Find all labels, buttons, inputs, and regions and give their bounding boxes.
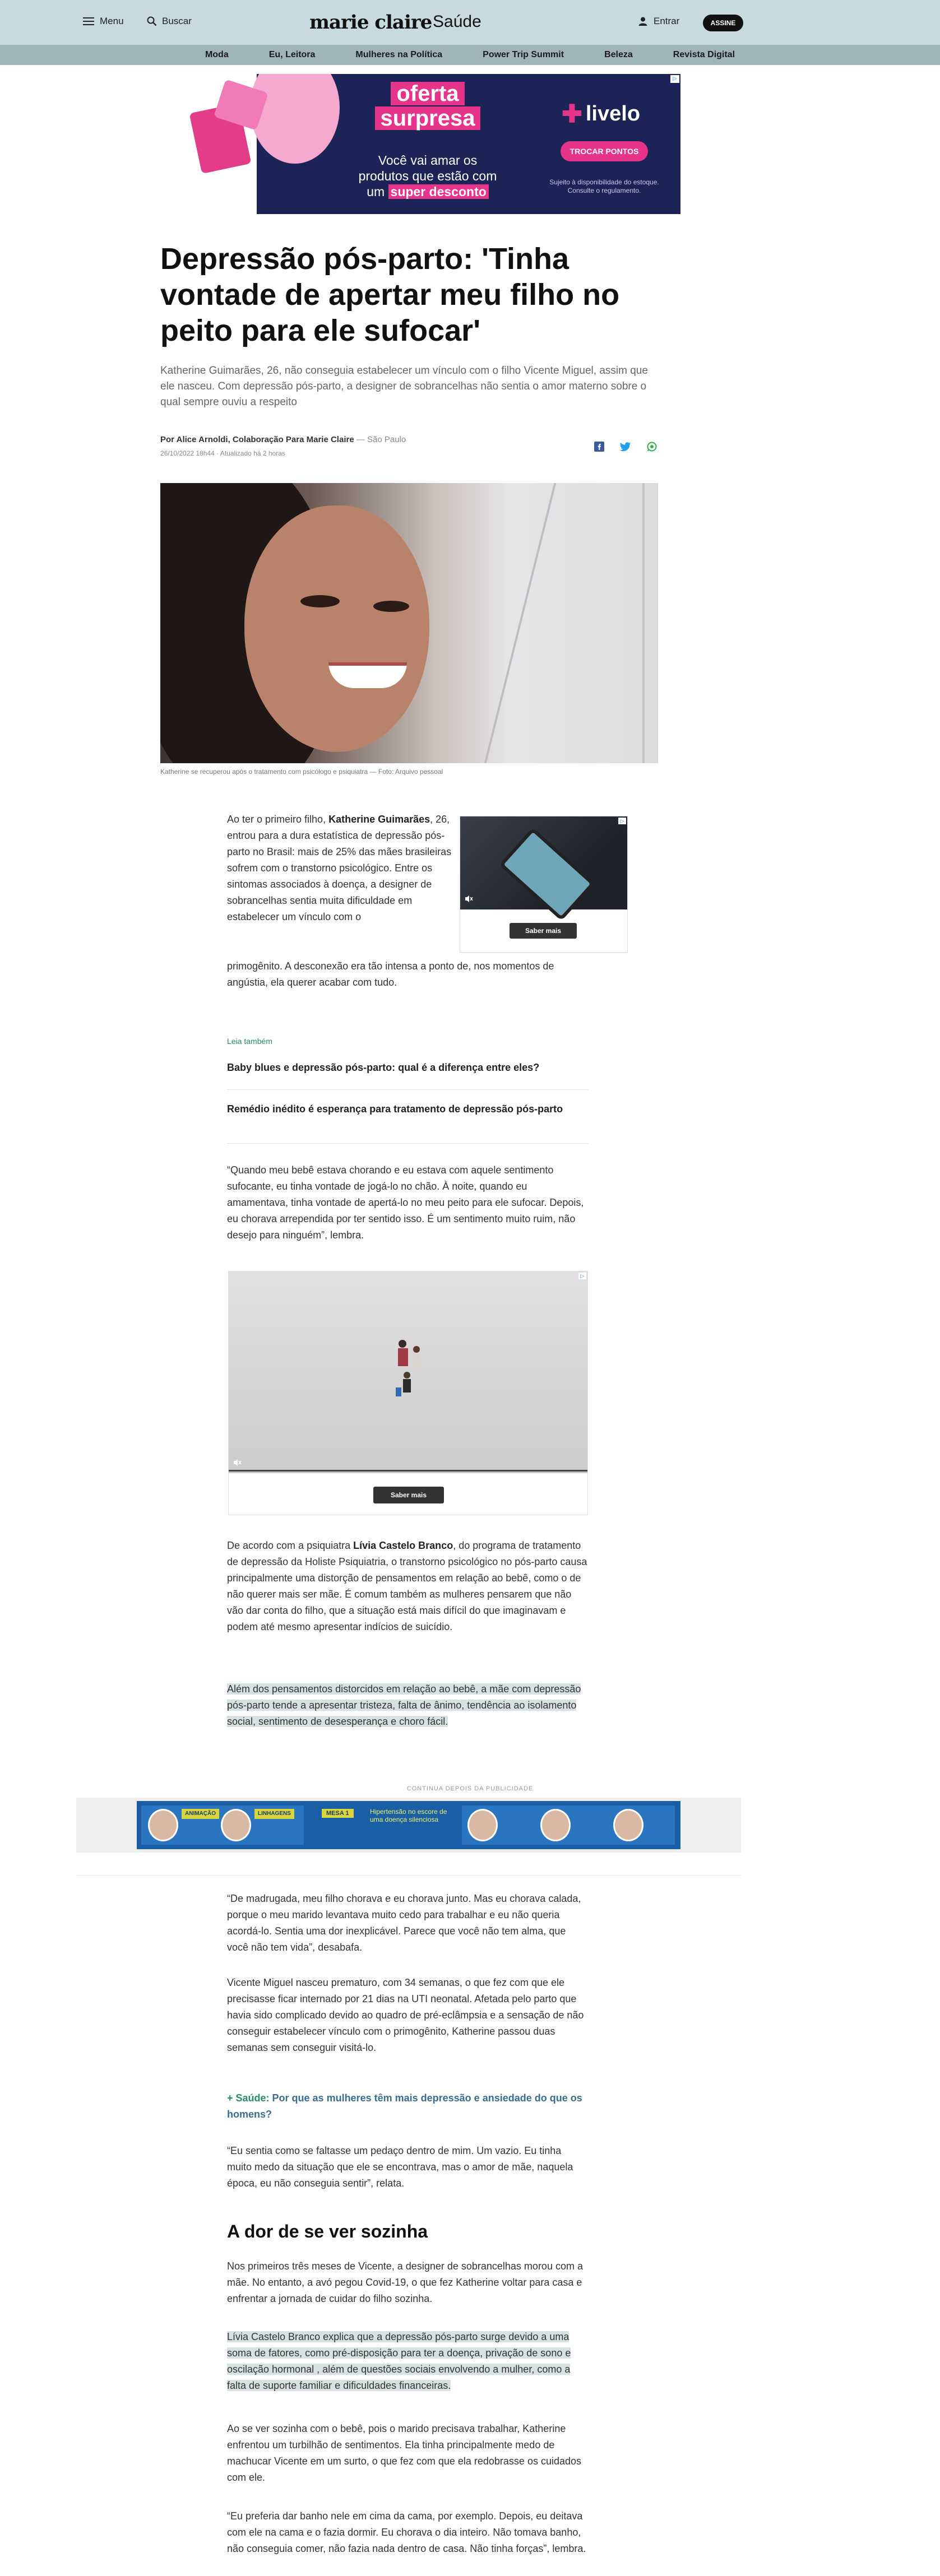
- highlighted-paragraph: [227, 1681, 589, 1730]
- avatar: [148, 1809, 178, 1841]
- menu-button[interactable]: [83, 16, 124, 27]
- read-also-label: Leia também: [227, 1037, 272, 1046]
- text: , do programa de tratamento de depressão da Holiste Psiquiatria, o transtorno psicológico no pós-parto causa principalmente uma distorção de pensamentos em relação ao bebê, como o de não querer mais ser mãe. É comum também as mulheres pensarem que não vão dar conta do filho, que a situação está mais difícil do que imaginavam e podem até mesmo apresentar indícios de suicídio.: [227, 1540, 587, 1632]
- highlighted-paragraph: [227, 2329, 589, 2394]
- ad-learn-more-button[interactable]: Saber mais: [510, 923, 577, 939]
- paragraph: Ao se ver sozinha com o bebê, pois o marido precisava trabalhar, Katherine enfrentou um turbilhão de sentimentos. Ela tinha principalmente medo de machucar Vicente em um surto, o que fez com que ela redobrasse os cuidados com ele.: [227, 2423, 582, 2483]
- paragraph: “Quando meu bebê estava chorando e eu estava com aquele sentimento sufocante, eu tinha vontade de jogá-lo no chão. À noite, quando eu amamentava, tinha vontade de apertá-lo no meu peito para ele sufocar. Depois, eu chorava arrependida por ter sentido isso. É um sentimento muito ruim, não desejo para ninguém”, lembra.: [227, 1164, 584, 1241]
- nav-item-revista-digital[interactable]: Revista Digital: [673, 50, 735, 59]
- related-article-link[interactable]: Por que as mulheres têm mais depressão e ansiedade do que os homens?: [227, 2092, 582, 2120]
- ad-session-label: MESA 1: [322, 1809, 354, 1818]
- subscribe-button[interactable]: ASSINE: [703, 15, 743, 31]
- paragraph: [227, 811, 462, 925]
- nav-item-beleza[interactable]: Beleza: [604, 50, 633, 59]
- band-ad[interactable]: [76, 1798, 741, 1853]
- paragraph: [227, 1538, 589, 1635]
- nav-item-mulheres-politica[interactable]: Mulheres na Política: [355, 50, 443, 59]
- inline-video-ad[interactable]: [228, 1271, 588, 1515]
- share-bar: [594, 442, 657, 452]
- main-nav: [0, 45, 940, 65]
- site-header: [0, 0, 940, 45]
- top-banner-ad[interactable]: [184, 74, 680, 214]
- image-caption: Katherine se recuperou após o tratamento com psicólogo e psiquiatra — Foto: Arquivo pessoal: [160, 768, 443, 776]
- ad-headline: [369, 82, 487, 131]
- ad-copy-line: produtos que estão com: [358, 169, 497, 183]
- mute-icon[interactable]: [465, 895, 474, 903]
- article-subtitle: Katherine Guimarães, 26, não conseguia estabelecer um vínculo com o filho Vicente Miguel, assim que ele nasceu. Com depressão pós-parto, a designer de sobrancelhas não sentia o amor materno sobre o qual sempre ouviu a respeito: [160, 365, 648, 408]
- band-ad-creative[interactable]: [137, 1801, 680, 1849]
- paragraph: Nos primeiros três meses de Vicente, a designer de sobrancelhas morou com a mãe. No entanto, a avó pegou Covid-19, o que fez Katherine voltar para casa e enfrentar a jornada de cuidar do filho sozinha.: [227, 2261, 583, 2304]
- ad-brand: [562, 100, 640, 128]
- article-byline: [160, 435, 406, 444]
- ad-video[interactable]: [460, 816, 627, 909]
- wall-tile-line: [484, 483, 557, 763]
- related-article-link[interactable]: Remédio inédito é esperança para tratamento de depressão pós-parto: [227, 1103, 563, 1115]
- search-label: Buscar: [162, 16, 192, 26]
- ad-copy-line: Você vai amar os: [378, 153, 478, 168]
- divider: [227, 1143, 589, 1144]
- location: — São Paulo: [354, 435, 406, 444]
- login-label: Entrar: [654, 16, 680, 26]
- login-button[interactable]: [638, 16, 679, 27]
- plus-icon: ✚: [562, 100, 582, 128]
- person-name: Katherine Guimarães: [328, 814, 430, 825]
- avatar: [540, 1809, 571, 1841]
- related-health-link: [227, 2090, 589, 2123]
- twitter-icon[interactable]: [620, 442, 631, 452]
- paragraph: Vicente Miguel nasceu prematuro, com 34 semanas, o que fez com que ele precisasse ficar internado por 21 dias na UTI neonatal. Afetada pelo parto que havia sido complicado devido ao quadro de pré-eclâmpsia e a sensação de não conseguir estabelecer vínculo com o primogênito, Katherine passou duas semanas sem conseguir visitá-lo.: [227, 1977, 584, 2053]
- text: De acordo com a psiquiatra: [227, 1540, 354, 1551]
- article-title: Depressão pós-parto: 'Tinha vontade de apertar meu filho no peito para ele sufocar': [160, 242, 620, 347]
- avatar: [467, 1809, 498, 1841]
- hamburger-icon: [83, 17, 94, 25]
- menu-label: Menu: [100, 16, 124, 26]
- paragraph: “Eu preferia dar banho nele em cima da cama, por exemplo. Depois, eu deitava com ele na cama e o fazia dormir. Eu chorava o dia inteiro. Não tomava banho, não conseguia comer, não fazia nada dentro de casa. Não tinha forças”, lembra.: [227, 2510, 586, 2554]
- paragraph: primogênito. A desconexão era tão intensa a ponto de, nos momentos de angústia, ela querer acabar com tudo.: [227, 960, 554, 988]
- nav-item-moda[interactable]: Moda: [205, 50, 229, 59]
- continues-after-ad-label: CONTINUA DEPOIS DA PUBLICIDADE: [406, 1785, 534, 1792]
- whatsapp-icon[interactable]: [647, 442, 657, 452]
- video-progress-bar[interactable]: [229, 1470, 587, 1472]
- ad-learn-more-button[interactable]: Saber mais: [373, 1487, 444, 1503]
- section-heading: A dor de se ver sozinha: [227, 2221, 428, 2241]
- avatar: [613, 1809, 643, 1841]
- paragraph: “De madrugada, meu filho chorava e eu chorava junto. Mas eu chorava calada, porque o meu marido levantava muito cedo para trabalhar e eu não queria acordá-lo. Sentia uma dor inexplicável. Parece que você não tem alma, que você não tem vida”, desabafa.: [227, 1893, 581, 1953]
- ad-copy-highlight: super desconto: [388, 184, 489, 199]
- photo-eye: [300, 595, 340, 607]
- text: Ao ter o primeiro filho,: [227, 814, 329, 825]
- text: , 26, entrou para a dura estatística de depressão pós-parto no Brasil: mais de 25% das mães brasileiras sofrem com o transtorno psicológico. Entre os sintomas associados à doença, a designer de sobrancelhas sentia muita dificuldade em estabelecer um vínculo com o: [227, 814, 452, 922]
- site-logo[interactable]: marie claire: [309, 11, 432, 34]
- ad-brand-name: livelo: [585, 102, 641, 126]
- ad-fine-print: Sujeito à disponibilidade do estoque. Consulte o regulamento.: [549, 178, 659, 194]
- ad-session-text: Hipertensão no escore de uma doença silenciosa: [370, 1808, 447, 1823]
- ad-video[interactable]: [229, 1271, 587, 1473]
- ad-tag: ANIMAÇÃO: [182, 1809, 219, 1819]
- search-button[interactable]: [147, 16, 192, 27]
- paragraph: “Eu sentia como se faltasse um pedaço dentro de mim. Um vazio. Eu tinha muito medo da situação que ele se encontrava, mas o amor de mãe, naquela época, eu não conseguia sentir”, relata.: [227, 2145, 573, 2189]
- ad-tag: LINHAGENS: [254, 1809, 294, 1819]
- ad-video-figures: [386, 1336, 430, 1403]
- phone-image: [499, 827, 595, 921]
- section-title[interactable]: Saúde: [433, 12, 481, 31]
- ad-headline-2: surpresa: [375, 106, 481, 130]
- divider: [227, 1089, 589, 1090]
- link-prefix: + Saúde:: [227, 2092, 272, 2104]
- photo-face: [244, 505, 429, 752]
- divider: [76, 1875, 741, 1876]
- user-icon: [638, 16, 648, 26]
- person-name: Lívia Castelo Branco: [353, 1540, 453, 1551]
- search-icon: [147, 16, 157, 26]
- ad-session-box: [322, 1808, 451, 1841]
- highlighted-text: Lívia Castelo Branco explica que a depressão pós-parto surge devido a uma soma de fatores, como pré-disposição para ter a doença, privação de sono e oscilação hormonal , além de questões sociais envolvendo a mulher, como a falta de suporte familiar e dificuldades financeiras.: [227, 2331, 571, 2391]
- photo-eye: [373, 601, 409, 612]
- nav-item-eu-leitora[interactable]: Eu, Leitora: [268, 50, 316, 59]
- publish-date: 26/10/2022 18h44 · Atualizado há 2 horas: [160, 449, 285, 457]
- ad-decoration: [250, 74, 340, 164]
- avatar: [221, 1809, 251, 1841]
- ad-copy: [341, 152, 515, 199]
- adchoices-icon[interactable]: ▷: [670, 75, 679, 83]
- highlighted-text: Além dos pensamentos distorcidos em relação ao bebê, a mãe com depressão pós-parto tende a apresentar tristeza, falta de ânimo, tendência ao isolamento social, sentimento de desesperança e choro fácil.: [227, 1683, 581, 1727]
- facebook-icon[interactable]: [594, 442, 604, 452]
- wall-tile-line: [642, 483, 645, 763]
- nav-item-power-trip[interactable]: Power Trip Summit: [483, 50, 564, 59]
- author[interactable]: Por Alice Arnoldi, Colaboração Para Marie Claire: [160, 435, 354, 444]
- side-video-ad[interactable]: [460, 816, 628, 953]
- ad-copy-line: um: [367, 184, 385, 199]
- adchoices-icon[interactable]: ▷: [578, 1273, 586, 1279]
- related-article-link[interactable]: Baby blues e depressão pós-parto: qual é a diferença entre eles?: [227, 1062, 540, 1073]
- ad-headline-1: oferta: [391, 82, 464, 105]
- mute-icon[interactable]: [233, 1459, 242, 1466]
- ad-cta-button[interactable]: TROCAR PONTOS: [561, 141, 648, 161]
- adchoices-icon[interactable]: ▷: [618, 818, 626, 824]
- hero-image: [160, 483, 658, 763]
